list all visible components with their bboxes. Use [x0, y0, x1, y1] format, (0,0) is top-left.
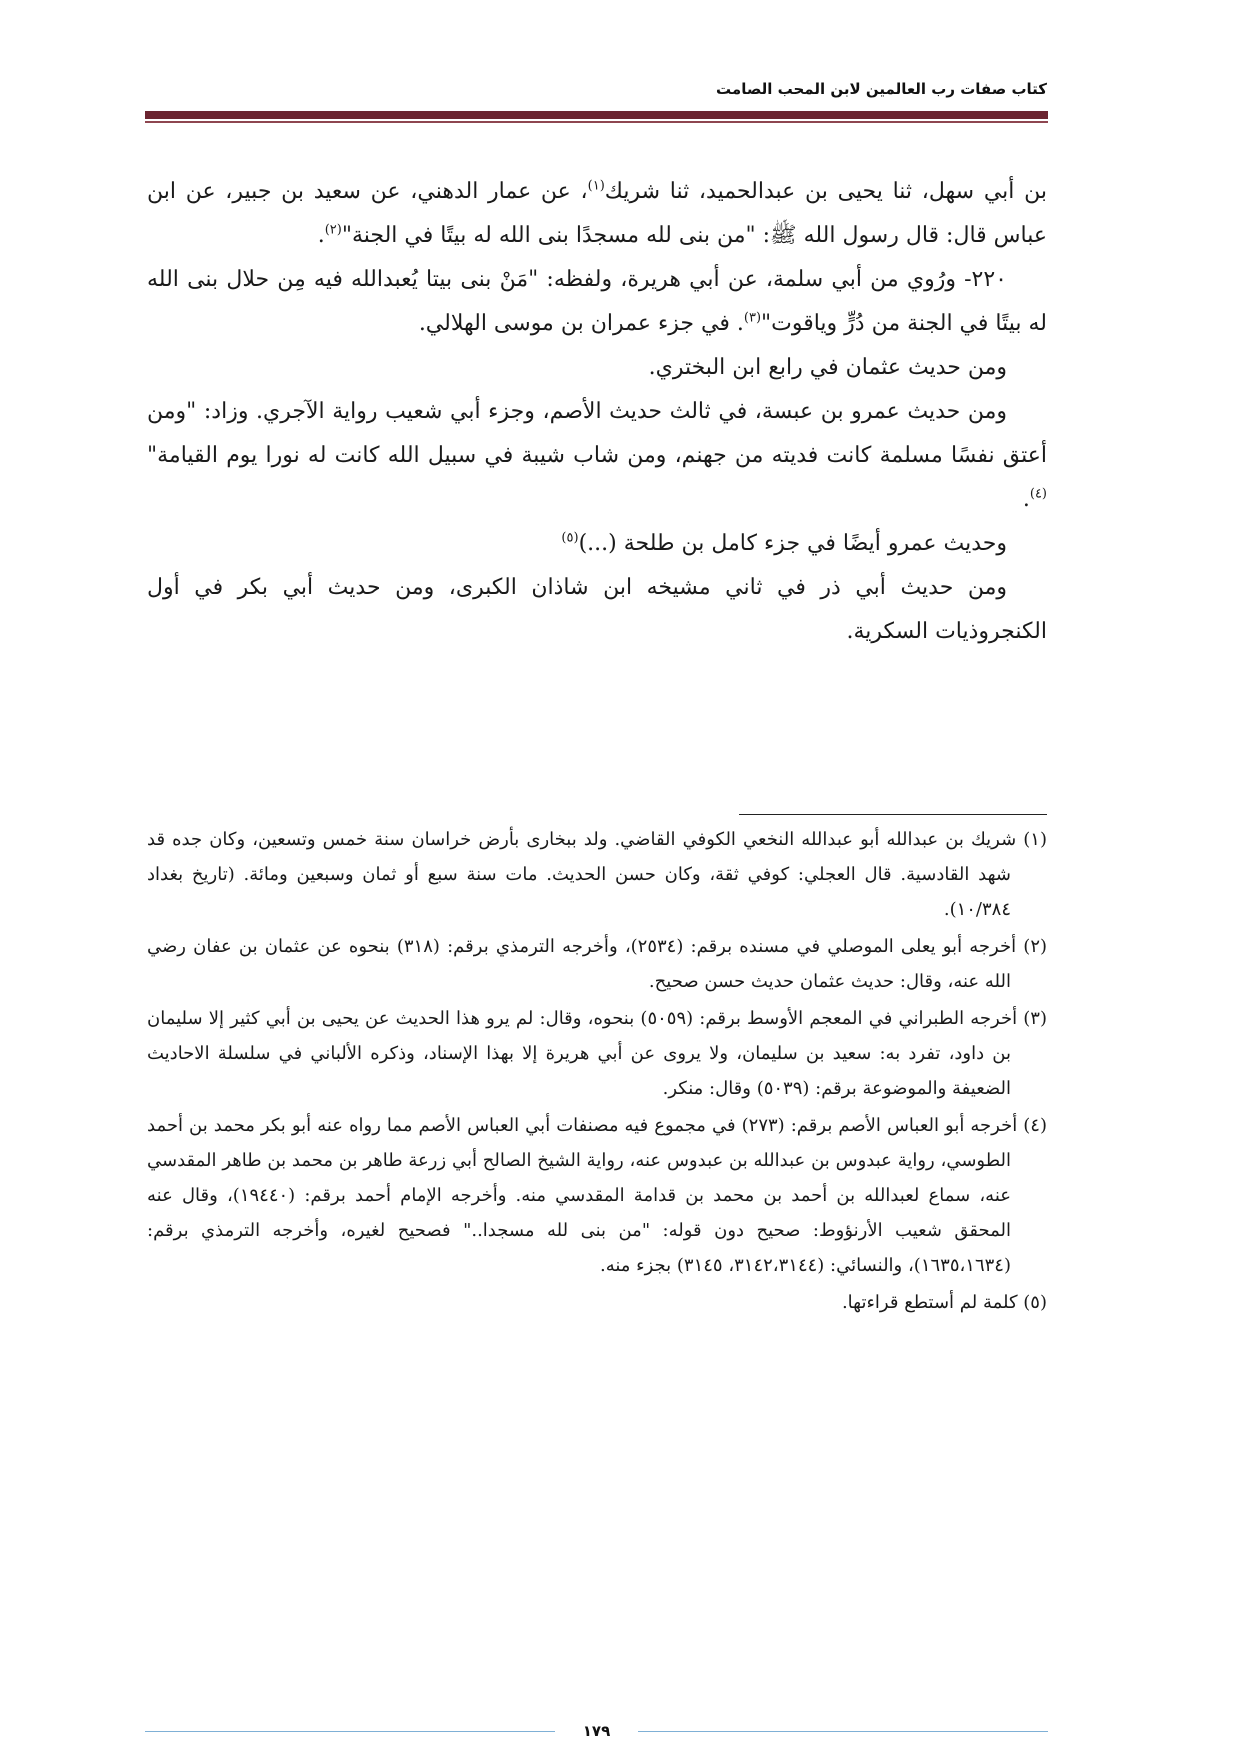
page-number: ١٧٩: [582, 1722, 611, 1740]
paragraph-1-text-a: بن أبي سهل، ثنا يحيى بن عبدالحميد، ثنا شريك: [604, 179, 1048, 204]
paragraph-2-text-b: . في جزء عمران بن موسى الهلالي.: [418, 311, 744, 336]
paragraph-5: [147, 522, 1047, 566]
paragraph-2: [147, 258, 1047, 346]
footnote-ref-3[interactable]: (٣): [743, 310, 762, 326]
paragraph-4-text-a: ومن حديث عمرو بن عبسة، في ثالث حديث الأصم، وجزء أبي شعيب رواية الآجري. وزاد: "ومن أعتق نفسًا مسلمة كانت فديته من جهنم، ومن شاب شيبة في سبيل الله كانت له نورا يوم القيامة": [147, 399, 1047, 468]
footnote-3: (٣) أخرجه الطبراني في المعجم الأوسط برقم: (٥٠٥٩) بنحوه، وقال: لم يرو هذا الحديث عن يحيى بن أبي كثير إلا سليمان بن داود، تفرد به: سعيد بن سليمان، ولا يروى عن أبي هريرة إلا بهذا الإسناد، وذكره الألباني في سلسلة الاحاديث الضعيفة والموضوعة برقم: (٥٠٣٩) وقال: منكر.: [147, 1008, 1047, 1099]
paragraph-4-text-b: .: [1022, 487, 1030, 512]
footnote-ref-5[interactable]: (٥): [561, 530, 579, 546]
paragraph-1: [147, 170, 1047, 258]
page-footer: [145, 1720, 1048, 1744]
header-rule-thin: [145, 121, 1048, 123]
footnote-ref-4[interactable]: (٤): [1029, 486, 1047, 502]
paragraph-5-text-a: وحديث عمرو أيضًا في جزء كامل بن طلحة (...): [578, 531, 1007, 556]
paragraph-3: ومن حديث عثمان في رابع ابن البختري.: [648, 355, 1007, 380]
paragraph-4: [147, 390, 1047, 522]
header-rule: [145, 111, 1048, 119]
book-title: كتاب صفات رب العالمين لابن المحب الصامت: [716, 80, 1047, 98]
paragraph-1-text-c: .: [317, 223, 325, 248]
footnote-4: (٤) أخرجه أبو العباس الأصم برقم: (٢٧٣) في مجموع فيه مصنفات أبي العباس الأصم مما رواه عنه أبو بكر محمد بن أحمد الطوسي، رواية عبدوس بن عبدالله بن عبدوس عنه، رواية الشيخ الصالح أبي زرعة طاهر بن محمد بن طاهر المقدسي عنه، سماع لعبدالله بن أحمد بن محمد بن قدامة المقدسي منه. وأخرجه الإمام أحمد برقم: (١٩٤٤٠)، وقال عنه المحقق شعيب الأرنؤوط: صحيح دون قوله: "من بنى لله مسجدا.." فصحيح لغيره، وأخرجه الترمذي برقم: (١٦٣٥،١٦٣٤)، والنسائي: (٣١٤٢،٣١٤٤، ٣١٤٥) بجزء منه.: [147, 1115, 1047, 1276]
paragraph-1-text-b: ، عن عمار الدهني، عن سعيد بن جبير، عن ابن عباس قال: قال رسول الله ﷺ: "من بنى لله مسجدًا بنى الله له بيتًا في الجنة": [147, 179, 1047, 248]
running-header: [145, 78, 1047, 100]
footnotes: [147, 822, 1047, 1322]
footnote-1: (١) شريك بن عبدالله أبو عبدالله النخعي الكوفي القاضي. ولد ببخارى بأرض خراسان سنة خمس وتسعين، وكان جده قد شهد القادسية. قال العجلي: كوفي ثقة، وكان حسن الحديث. مات سنة سبع أو ثمان وسبعين ومائة. (تاريخ بغداد ١٠/٣٨٤).: [147, 829, 1047, 920]
footnote-ref-2[interactable]: (٢): [324, 222, 342, 238]
paragraph-6: ومن حديث أبي ذر في ثاني مشيخه ابن شاذان الكبرى، ومن حديث أبي بكر في أول الكنجروذيات السكرية.: [147, 575, 1047, 644]
footnote-ref-1[interactable]: (١): [587, 178, 605, 194]
paragraph-2-text-a: ٢٢٠- ورُوي من أبي سلمة، عن أبي هريرة، ولفظه: "مَنْ بنى بيتا يُعبدالله فيه مِن حلال بنى الله له بيتًا في الجنة من دُرٍّ وياقوت": [147, 267, 1047, 336]
footnote-5: (٥) كلمة لم أستطع قراءتها.: [841, 1292, 1047, 1313]
main-text: [147, 170, 1047, 654]
footnote-2: (٢) أخرجه أبو يعلى الموصلي في مسنده برقم: (٢٥٣٤)، وأخرجه الترمذي برقم: (٣١٨) بنحوه عن عثمان بن عفان رضي الله عنه، وقال: حديث عثمان حديث حسن صحيح.: [147, 936, 1048, 992]
footnote-separator: [739, 814, 1047, 815]
